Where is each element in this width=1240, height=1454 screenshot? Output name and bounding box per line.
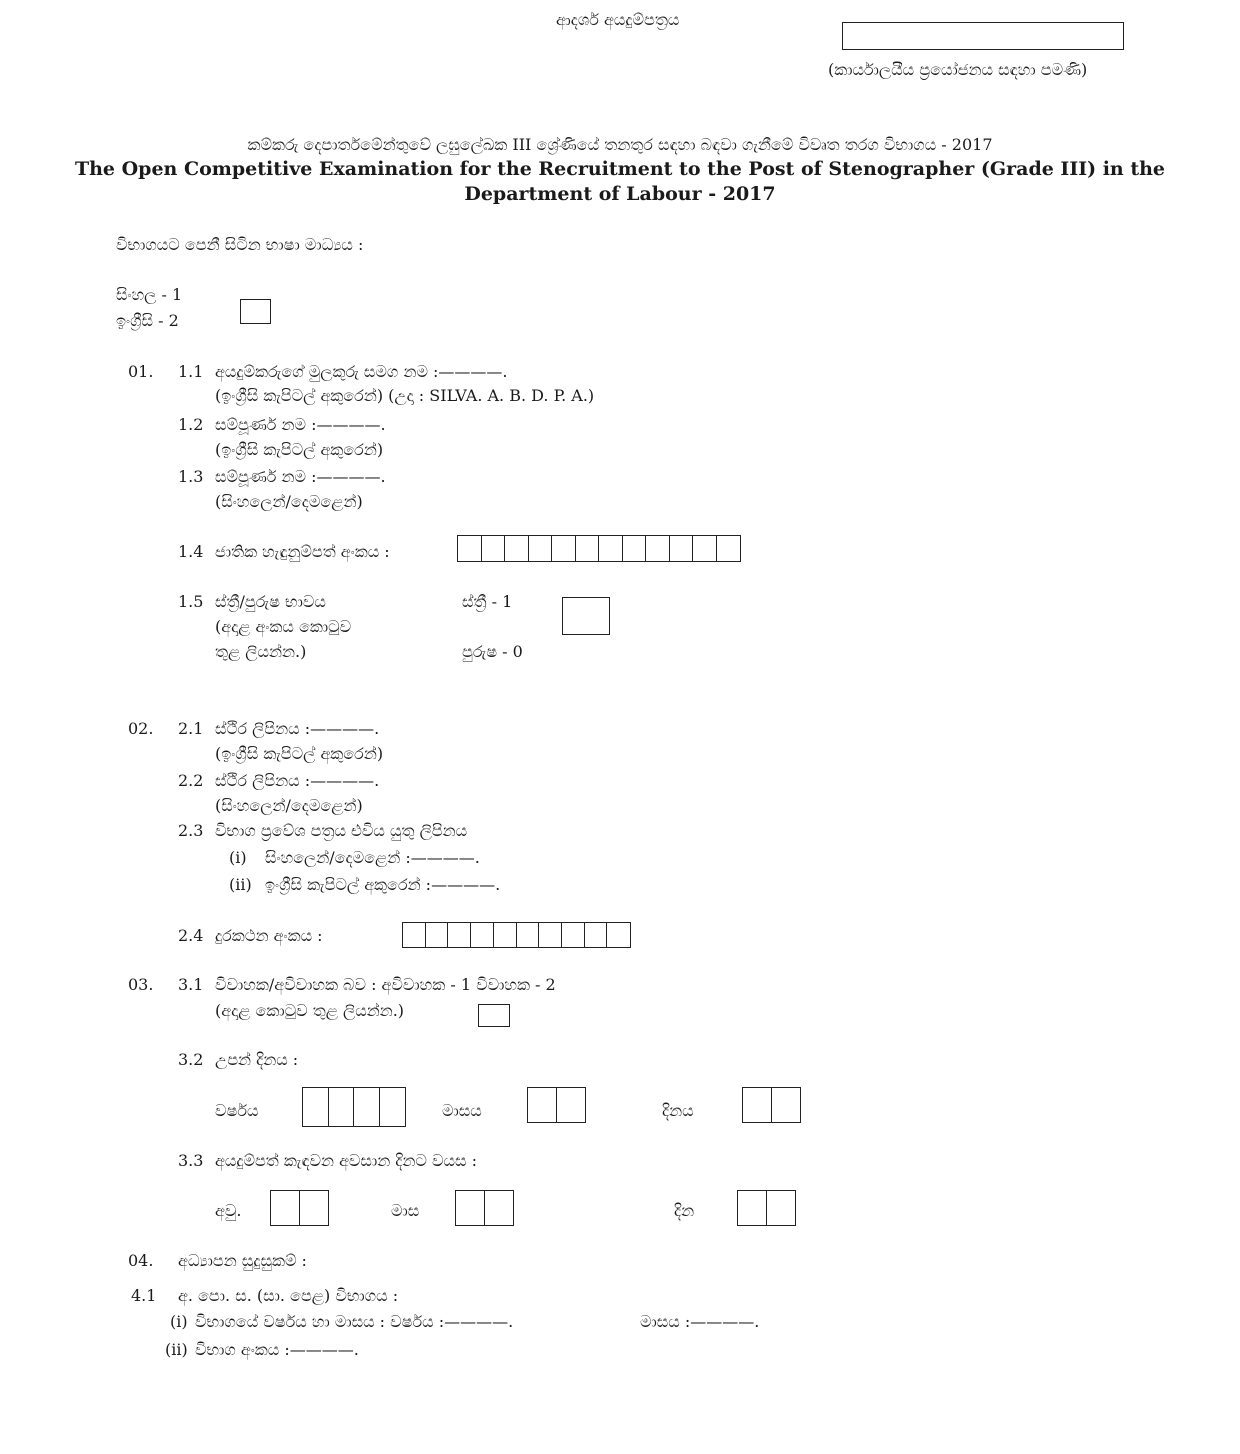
q1-4-number: 1.4	[178, 542, 204, 561]
gender-male-option: පුරුෂ - 0	[462, 642, 523, 661]
q3-1-number: 3.1	[178, 975, 204, 994]
q4-1-number: 4.1	[131, 1286, 157, 1305]
q3-1-hint: (අදාළ කොටුව තුළ ලියන්න.)	[215, 1001, 405, 1020]
q1-5-hint-1: (අදාළ අංකය කොටුව	[215, 617, 352, 636]
q2-1-number: 2.1	[178, 719, 204, 738]
dob-year-label: වර්ෂය	[215, 1101, 259, 1120]
nic-number-boxes[interactable]	[457, 535, 741, 562]
q2-3-number: 2.3	[178, 821, 204, 840]
office-use-box[interactable]	[842, 22, 1124, 50]
gender-box[interactable]	[562, 597, 610, 635]
age-months-boxes[interactable]	[455, 1190, 514, 1226]
dob-month-label: මාසය	[442, 1101, 482, 1120]
title-sinhala: කම්කරු දෙපාර්තමේන්තුවේ ලඝුලේඛක III ශ්‍රේණියේ තනතුර සඳහා බඳවා ගැනීමේ විවෘත තරග විභාගය - 2017	[247, 135, 993, 154]
q4-1-label: අ. පො. ස. (සා. පෙළ) විභාගය :	[178, 1286, 399, 1305]
q2-2-number: 2.2	[178, 771, 204, 790]
age-days-boxes[interactable]	[737, 1190, 796, 1226]
phone-number-boxes[interactable]	[402, 922, 631, 948]
q2-3-ii-number: (ii)	[229, 875, 252, 894]
office-use-label: (කාර්යාලයීය ප්‍රයෝජනය සඳහා පමණි)	[828, 60, 1088, 79]
q2-3-i-label: සිංහලෙන්/දෙමළෙන් :————.	[265, 848, 480, 867]
age-years-boxes[interactable]	[270, 1190, 329, 1226]
q4-1-i-month: මාසය :————.	[640, 1312, 760, 1331]
title-english-line1: The Open Competitive Examination for the Recruitment to the Post of Stenographer (Grade III) in the	[74, 158, 1166, 180]
q1-2-hint: (ඉංග්‍රීසි කැපිටල් අකුරෙන්)	[215, 440, 384, 459]
q4-1-ii-label: විභාග අංකය :————.	[195, 1340, 359, 1359]
q2-3-ii-label: ඉංග්‍රීසි කැපිටල් අකුරෙන් :————.	[265, 875, 501, 894]
section-4-label: අධ්‍යාපන සුදුසුකම් :	[178, 1251, 307, 1270]
section-3-number: 03.	[128, 975, 154, 994]
medium-box[interactable]	[240, 299, 271, 324]
age-days-label: දින	[674, 1201, 695, 1220]
q2-3-i-number: (i)	[229, 848, 247, 867]
q2-1-hint: (ඉංග්‍රීසි කැපිටල් අකුරෙන්)	[215, 744, 384, 763]
q1-5-number: 1.5	[178, 592, 204, 611]
title-english-line2: Department of Labour - 2017	[464, 183, 776, 205]
q3-2-number: 3.2	[178, 1050, 204, 1069]
civil-status-box[interactable]	[478, 1004, 510, 1027]
q1-1-number: 1.1	[178, 362, 204, 381]
section-1-number: 01.	[128, 362, 154, 381]
q3-2-label: උපන් දිනය :	[215, 1050, 299, 1069]
q1-5-hint-2: තුළ ලියන්න.)	[215, 642, 307, 661]
q1-1-hint: (ඉංග්‍රීසි කැපිටල් අකුරෙන්) (උදා : SILVA. A. B. D. P. A.)	[215, 386, 595, 405]
dob-day-boxes[interactable]	[742, 1087, 801, 1123]
q4-1-i-label: විභාගයේ වර්ෂය හා මාසය : වර්ෂය :————.	[195, 1312, 514, 1331]
dob-day-label: දිනය	[662, 1101, 694, 1120]
q2-1-label: ස්ථිර ලිපිනය :————.	[215, 719, 380, 738]
q3-3-number: 3.3	[178, 1151, 204, 1170]
age-years-label: අවු.	[215, 1201, 242, 1220]
q1-4-label: ජාතික හැඳුනුම්පත් අංකය :	[215, 542, 390, 561]
q2-4-label: දුරකථන අංකය :	[215, 926, 323, 945]
q1-3-number: 1.3	[178, 467, 204, 486]
medium-label: විභාගයට පෙනී සිටින භාෂා මාධ්‍යය :	[116, 235, 364, 254]
q3-3-label: අයදුම්පත් කැඳවන අවසාන දිනට වයස :	[215, 1151, 477, 1170]
dob-month-boxes[interactable]	[527, 1087, 586, 1123]
medium-english: ඉංග්‍රීසි - 2	[116, 311, 179, 330]
q1-1-label: අයදුම්කරුගේ මුලකුරු සමග නම :————.	[215, 362, 508, 381]
medium-sinhala: සිංහල - 1	[116, 285, 183, 304]
age-months-label: මාස	[391, 1201, 420, 1220]
q1-5-label: ස්ත්‍රී/පුරුෂ භාවය	[215, 592, 326, 611]
section-2-number: 02.	[128, 719, 154, 738]
q1-3-hint: (සිංහලෙන්/දෙමළෙන්)	[215, 492, 363, 511]
q2-2-label: ස්ථිර ලිපිනය :————.	[215, 771, 380, 790]
dob-year-boxes[interactable]	[302, 1087, 406, 1127]
gender-female-option: ස්ත්‍රී - 1	[462, 592, 513, 611]
q1-2-label: සම්පූර්ණ නම :————.	[215, 415, 386, 434]
q2-4-number: 2.4	[178, 926, 204, 945]
q2-2-hint: (සිංහලෙන්/දෙමළෙන්)	[215, 796, 363, 815]
q1-2-number: 1.2	[178, 415, 204, 434]
section-4-number: 04.	[128, 1251, 154, 1270]
q1-3-label: සම්පූර්ණ නම :————.	[215, 467, 386, 486]
q4-1-i-number: (i)	[170, 1312, 188, 1331]
q3-1-label: විවාහක/අවිවාහක බව : අවිවාහක - 1 විවාහක - 2	[215, 975, 556, 994]
model-form-label: ආදර්ශ අයදුම්පත්‍රය	[556, 10, 680, 29]
q2-3-label: විභාග ප්‍රවේශ පත්‍රය එවිය යුතු ලිපිනය	[215, 821, 468, 840]
q4-1-ii-number: (ii)	[165, 1340, 188, 1359]
